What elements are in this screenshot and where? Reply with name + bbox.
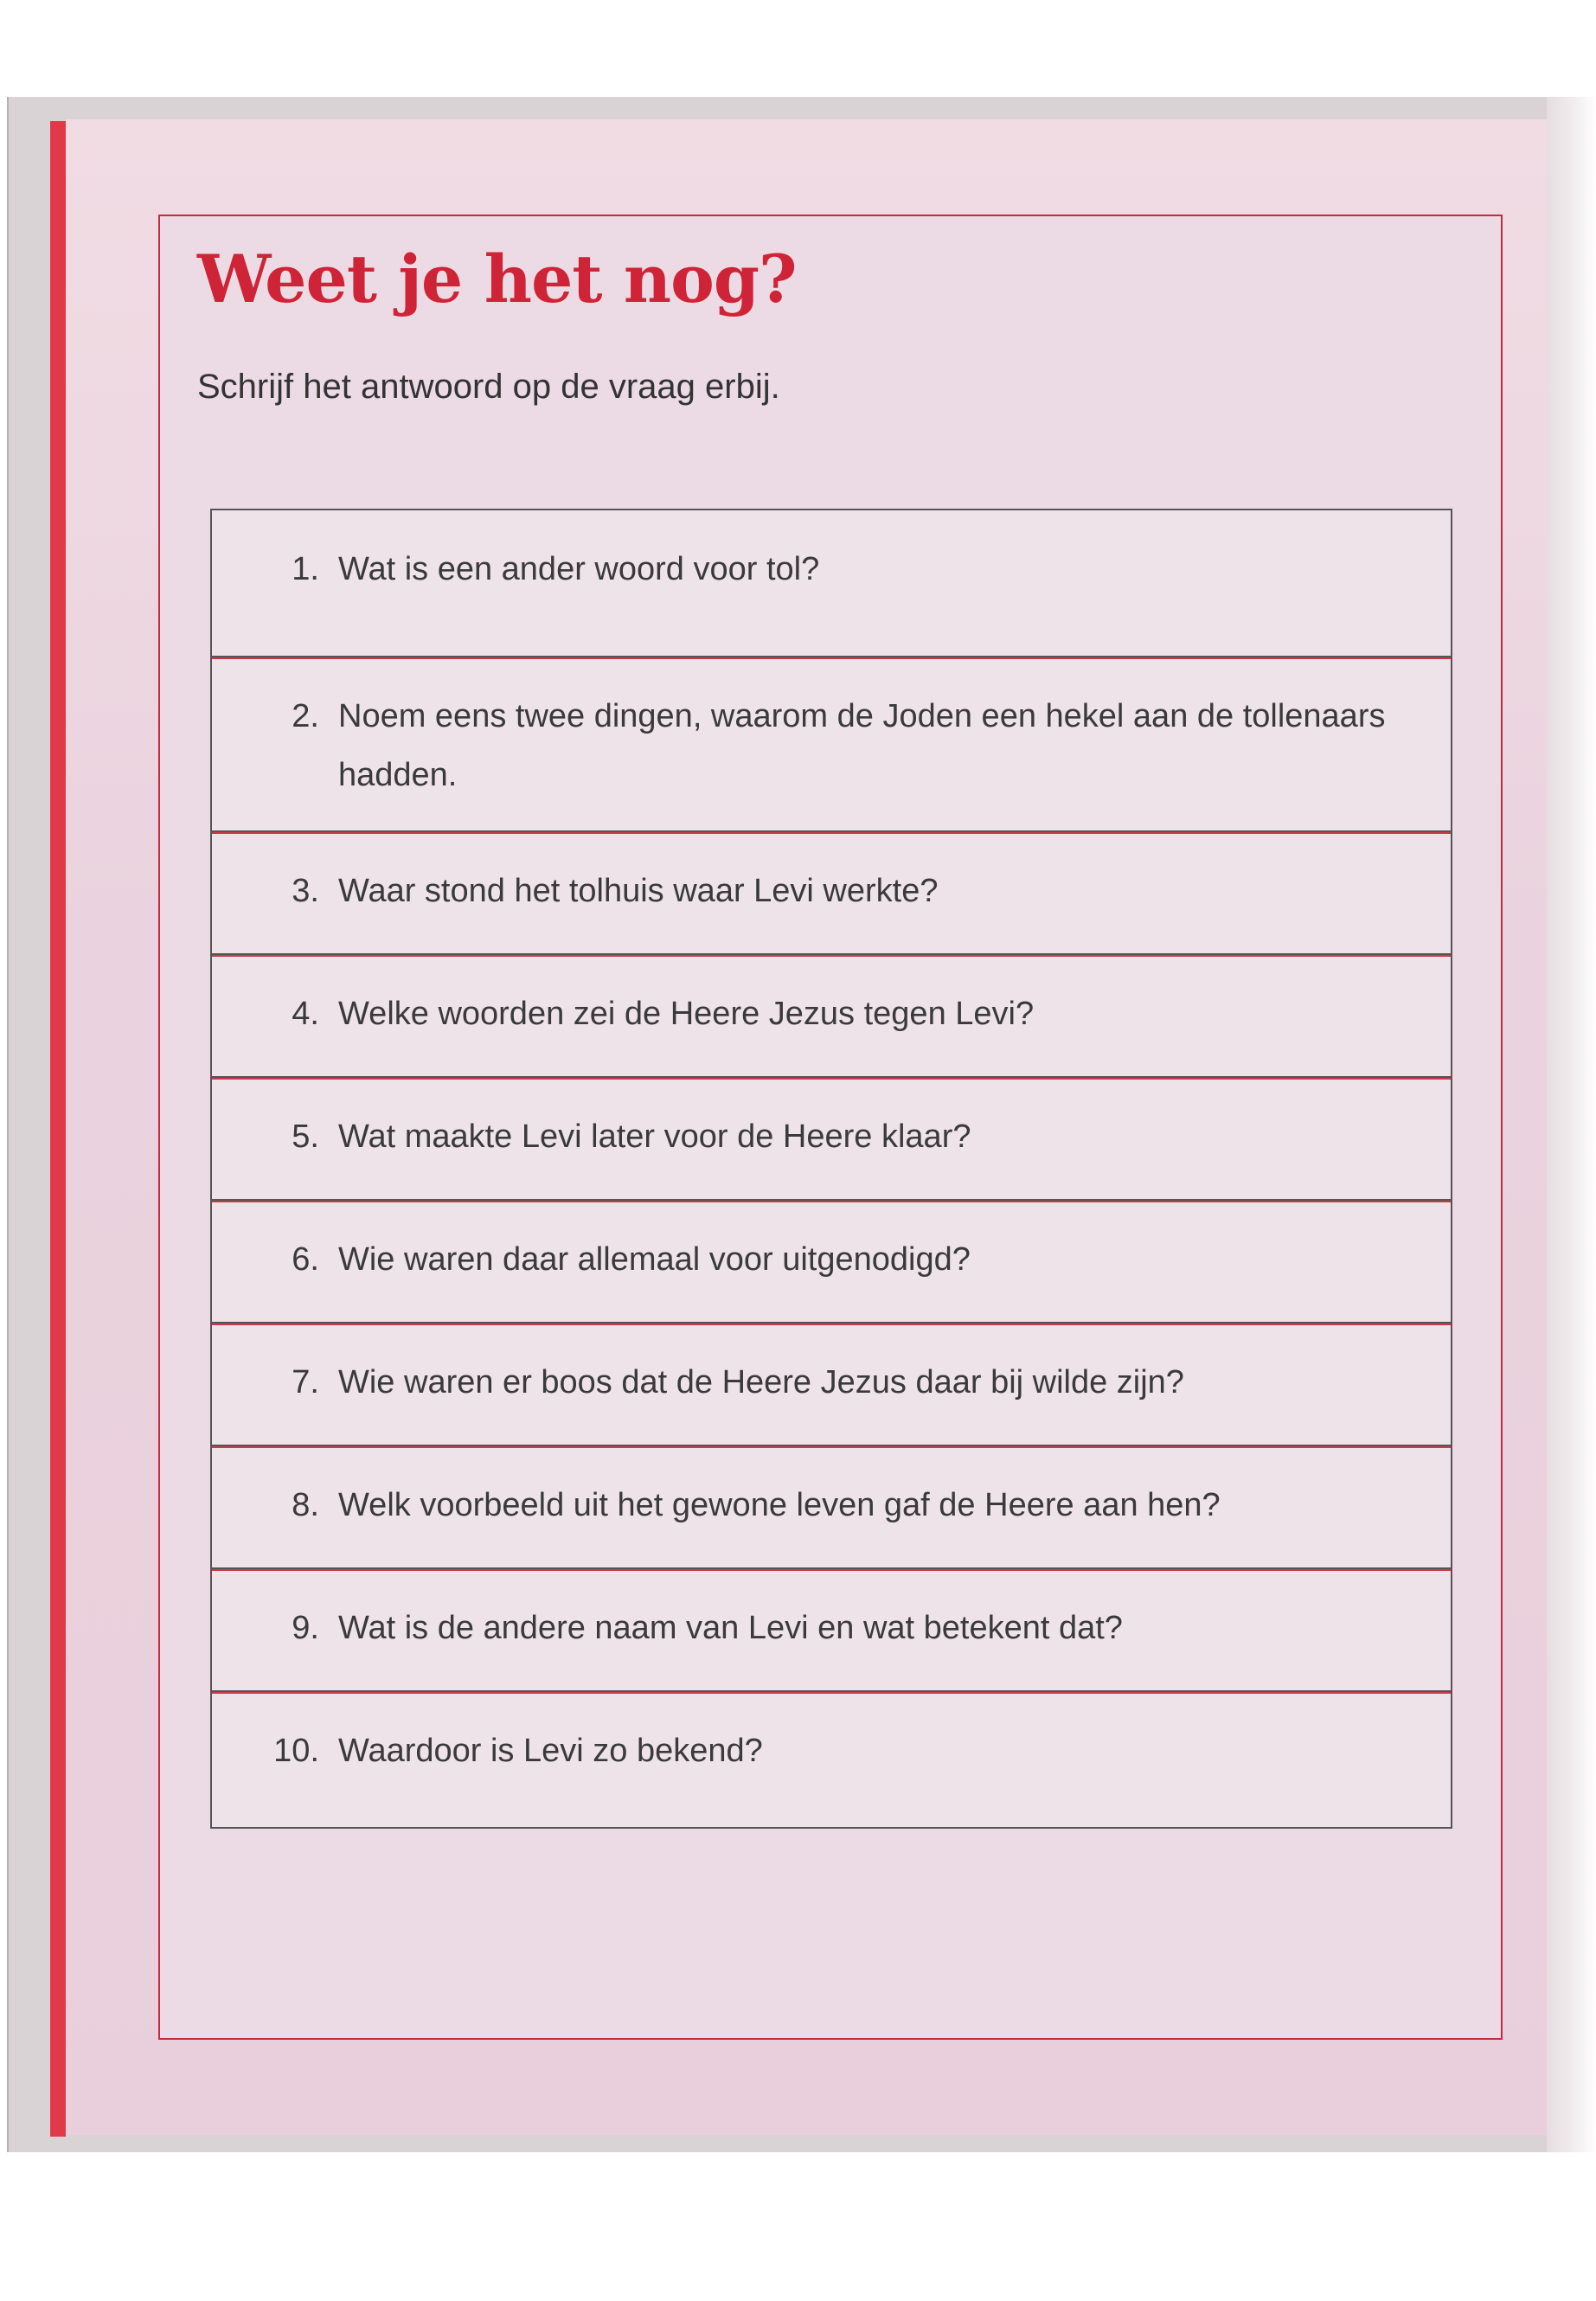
question-number: 1. [292, 551, 319, 587]
question-text: Waar stond het tolhuis waar Levi werkte? [338, 873, 939, 909]
question-text: Noem eens twee dingen, waarom de Joden een hekel aan de tollenaars hadden. [338, 698, 1386, 793]
question-number: 4. [292, 996, 319, 1032]
question-text: Wat is een ander woord voor tol? [338, 551, 820, 587]
question-text: Welke woorden zei de Heere Jezus tegen Levi? [338, 996, 1035, 1032]
question-row-1[interactable] [212, 510, 1451, 657]
question-row-10[interactable] [212, 1692, 1451, 1829]
question-row-6[interactable] [212, 1201, 1451, 1324]
question-text: Wat maakte Levi later voor de Heere klaar? [338, 1118, 971, 1155]
question-number: 2. [292, 698, 319, 734]
page-title: Weet je het nog? [197, 240, 797, 317]
question-number: 10. [273, 1733, 319, 1769]
question-row-4[interactable] [212, 955, 1451, 1078]
question-number: 8. [292, 1487, 319, 1523]
instruction-text: Schrijf het antwoord op de vraag erbij. [197, 368, 780, 406]
question-text: Waardoor is Levi zo bekend? [338, 1733, 763, 1769]
question-text: Wie waren er boos dat de Heere Jezus daar bij wilde zijn? [338, 1364, 1184, 1400]
question-row-8[interactable] [212, 1446, 1451, 1569]
question-table [210, 509, 1452, 1829]
cover-edge [1547, 97, 1596, 2152]
question-row-3[interactable] [212, 832, 1451, 955]
question-row-9[interactable] [212, 1569, 1451, 1692]
question-text: Welk voorbeeld uit het gewone leven gaf de Heere aan hen? [338, 1487, 1221, 1523]
red-spine-strip [50, 121, 66, 2137]
question-number: 6. [292, 1241, 319, 1278]
question-text: Wat is de andere naam van Levi en wat betekent dat? [338, 1610, 1123, 1646]
question-number: 7. [292, 1364, 319, 1400]
question-row-5[interactable] [212, 1078, 1451, 1201]
question-number: 5. [292, 1118, 319, 1155]
question-row-7[interactable] [212, 1324, 1451, 1446]
question-text: Wie waren daar allemaal voor uitgenodigd? [338, 1241, 971, 1278]
question-number: 3. [292, 873, 319, 909]
question-row-2[interactable] [212, 657, 1451, 832]
question-number: 9. [292, 1610, 319, 1646]
